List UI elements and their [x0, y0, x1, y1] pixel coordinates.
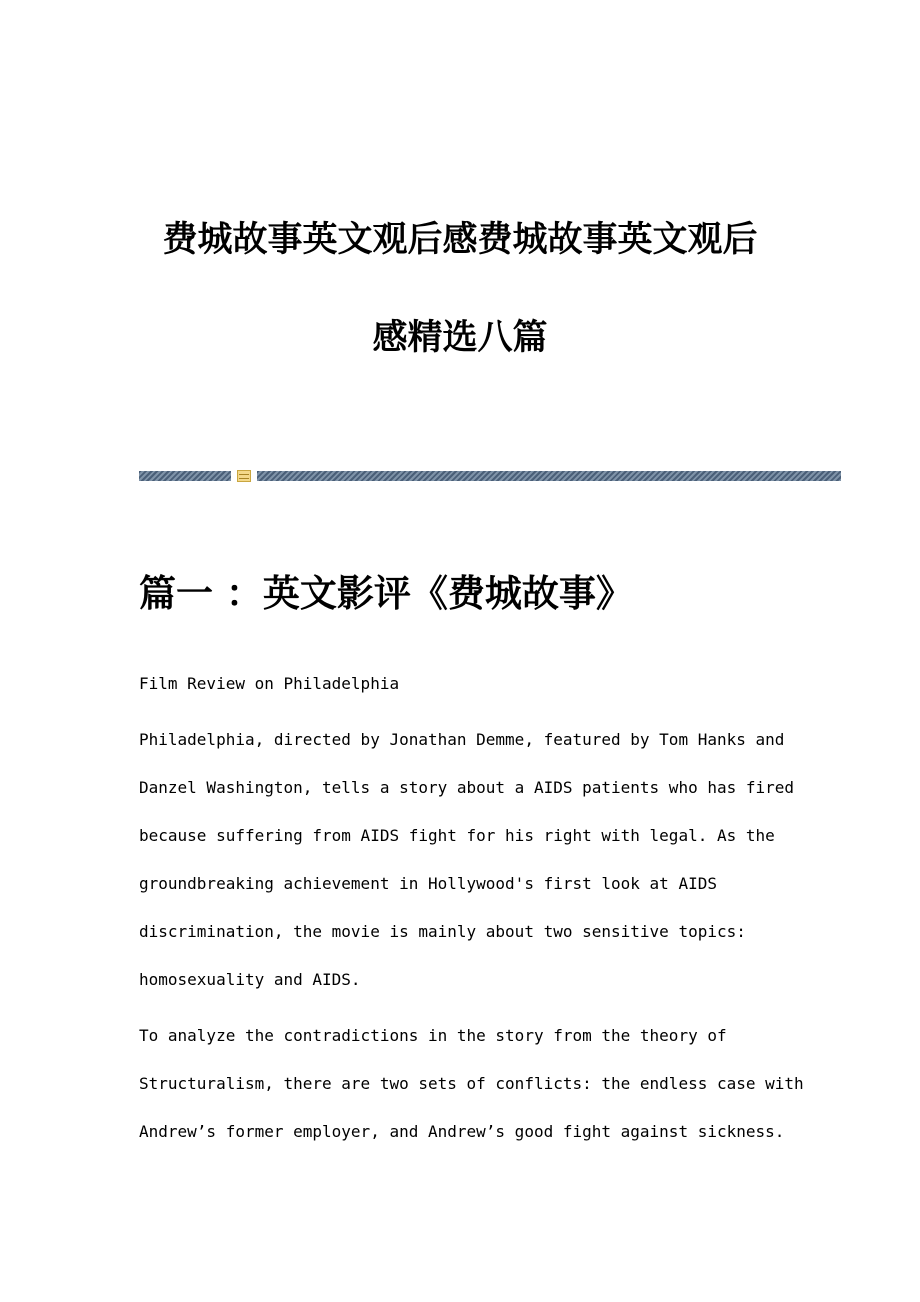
paragraph-1-line: homosexuality and AIDS.: [139, 970, 361, 989]
paragraph-2-line: Andrew’s former employer, and Andrew’s good fight against sickness.: [139, 1122, 785, 1141]
paragraph-1: [139, 716, 839, 1004]
divider-bar-right: [257, 471, 841, 481]
paragraph-2-line: Structuralism, there are two sets of conflicts: the endless case with: [139, 1074, 804, 1093]
paragraph-1-line: Danzel Washington, tells a story about a AIDS patients who has fired: [139, 778, 795, 797]
paragraph-1-line: discrimination, the movie is mainly about two sensitive topics:: [139, 922, 746, 941]
divider-bar-left: [139, 471, 231, 481]
document-title-line-2: 感精选八篇: [372, 317, 548, 358]
divider-ornament-icon: [237, 470, 251, 482]
review-subtitle: [139, 660, 839, 708]
paragraph-2: [139, 1012, 839, 1156]
section-heading: 篇一 ：英文影评《费城故事》: [139, 571, 633, 615]
review-subtitle-text: Film Review on Philadelphia: [139, 674, 400, 693]
paragraph-1-line: groundbreaking achievement in Hollywood's first look at AIDS: [139, 874, 717, 893]
paragraph-2-line: To analyze the contradictions in the story from the theory of: [139, 1026, 727, 1045]
decorative-divider: [139, 471, 841, 481]
paragraph-1-line: because suffering from AIDS fight for his right with legal. As the: [139, 826, 775, 845]
paragraph-1-line: Philadelphia, directed by Jonathan Demme, featured by Tom Hanks and: [139, 730, 785, 749]
document-title-line-1: 费城故事英文观后感费城故事英文观后: [162, 219, 758, 260]
